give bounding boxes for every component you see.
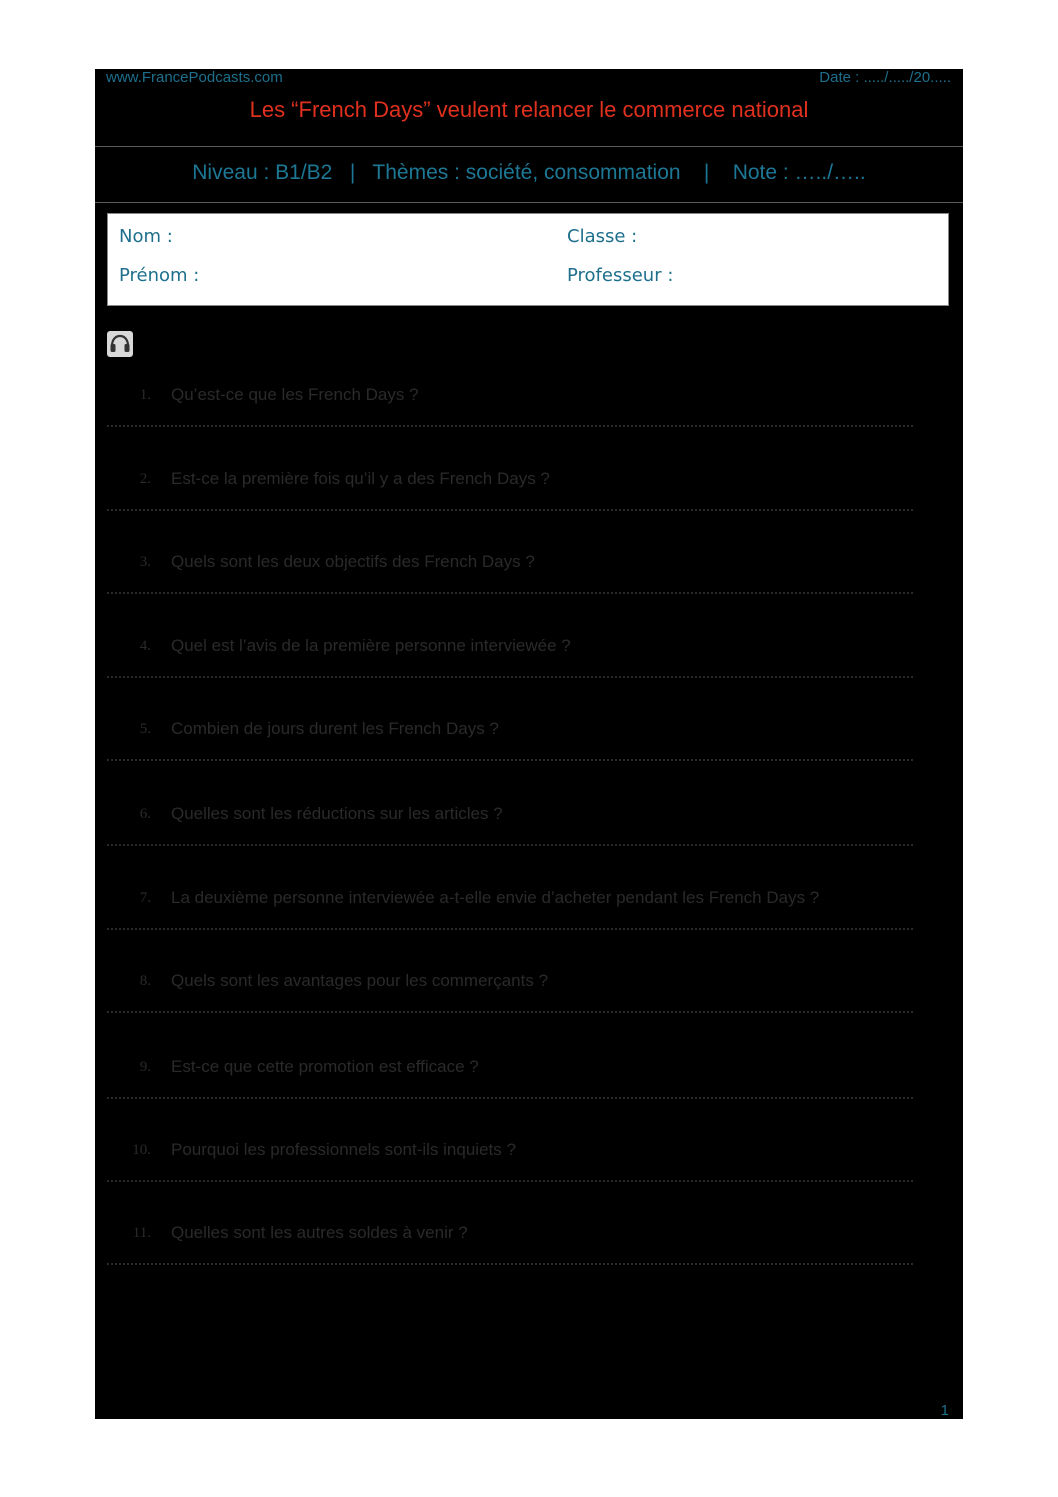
question-text: Quelles sont les réductions sur les articles ? — [171, 804, 503, 823]
answer-line[interactable] — [107, 844, 913, 846]
classe-label: Classe : — [567, 226, 638, 247]
page-title: Les “French Days” veulent relancer le commerce national — [249, 97, 809, 122]
answer-line[interactable] — [107, 425, 913, 427]
page-number: 1 — [940, 1402, 949, 1419]
question-item — [95, 1059, 963, 1119]
divider-top — [95, 146, 963, 147]
prenom-label: Prénom : — [119, 265, 200, 286]
date-field: Date : ...../...../20..... — [819, 69, 951, 86]
answer-line[interactable] — [107, 1011, 913, 1013]
headphones-icon[interactable] — [107, 331, 133, 357]
question-number: 9. — [139, 1059, 151, 1075]
question-text: Est-ce que cette promotion est efficace ? — [171, 1057, 479, 1076]
question-item — [95, 806, 963, 866]
question-number: 4. — [139, 638, 151, 654]
question-text: Quels sont les avantages pour les commerçants ? — [171, 971, 549, 990]
question-item — [95, 387, 963, 447]
professeur-label: Professeur : — [567, 265, 674, 286]
question-item — [95, 1225, 963, 1285]
question-item — [95, 890, 963, 950]
question-text: Qu’est-ce que les French Days ? — [171, 385, 419, 404]
question-item — [95, 721, 963, 781]
question-number: 2. — [139, 471, 151, 487]
answer-line[interactable] — [107, 676, 913, 678]
question-number: 5. — [139, 721, 151, 737]
divider-bottom — [95, 202, 963, 203]
question-text: Pourquoi les professionnels sont-ils inquiets ? — [171, 1140, 516, 1159]
answer-line[interactable] — [107, 592, 913, 594]
level-theme-note-line: Niveau : B1/B2 | Thèmes : société, consommation | Note : …../….. — [192, 161, 866, 184]
question-text: Quel est l’avis de la première personne interviewée ? — [171, 636, 571, 655]
question-number: 3. — [139, 554, 151, 570]
question-text: Combien de jours durent les French Days ? — [171, 719, 499, 738]
question-text: Est-ce la première fois qu’il y a des French Days ? — [171, 469, 550, 488]
question-number: 6. — [139, 806, 151, 822]
question-text: Quelles sont les autres soldes à venir ? — [171, 1223, 468, 1242]
question-number: 7. — [139, 890, 151, 906]
answer-line[interactable] — [107, 928, 913, 930]
question-text: La deuxième personne interviewée a-t-elle envie d’acheter pendant les French Days ? — [171, 888, 820, 907]
nom-label: Nom : — [119, 226, 173, 247]
answer-line[interactable] — [107, 1097, 913, 1099]
question-item — [95, 554, 963, 614]
question-text: Quels sont les deux objectifs des French Days ? — [171, 552, 535, 571]
answer-line[interactable] — [107, 1263, 913, 1265]
question-number: 10. — [132, 1142, 151, 1158]
student-info-box — [107, 213, 949, 306]
question-item — [95, 1142, 963, 1202]
answer-line[interactable] — [107, 1180, 913, 1182]
question-item — [95, 638, 963, 698]
answer-line[interactable] — [107, 509, 913, 511]
worksheet-page — [95, 69, 963, 1419]
question-number: 11. — [132, 1225, 151, 1241]
question-item — [95, 471, 963, 531]
question-number: 8. — [139, 973, 151, 989]
answer-line[interactable] — [107, 759, 913, 761]
site-url[interactable]: www.FrancePodcasts.com — [106, 69, 283, 86]
question-number: 1. — [139, 387, 151, 403]
question-item — [95, 973, 963, 1033]
